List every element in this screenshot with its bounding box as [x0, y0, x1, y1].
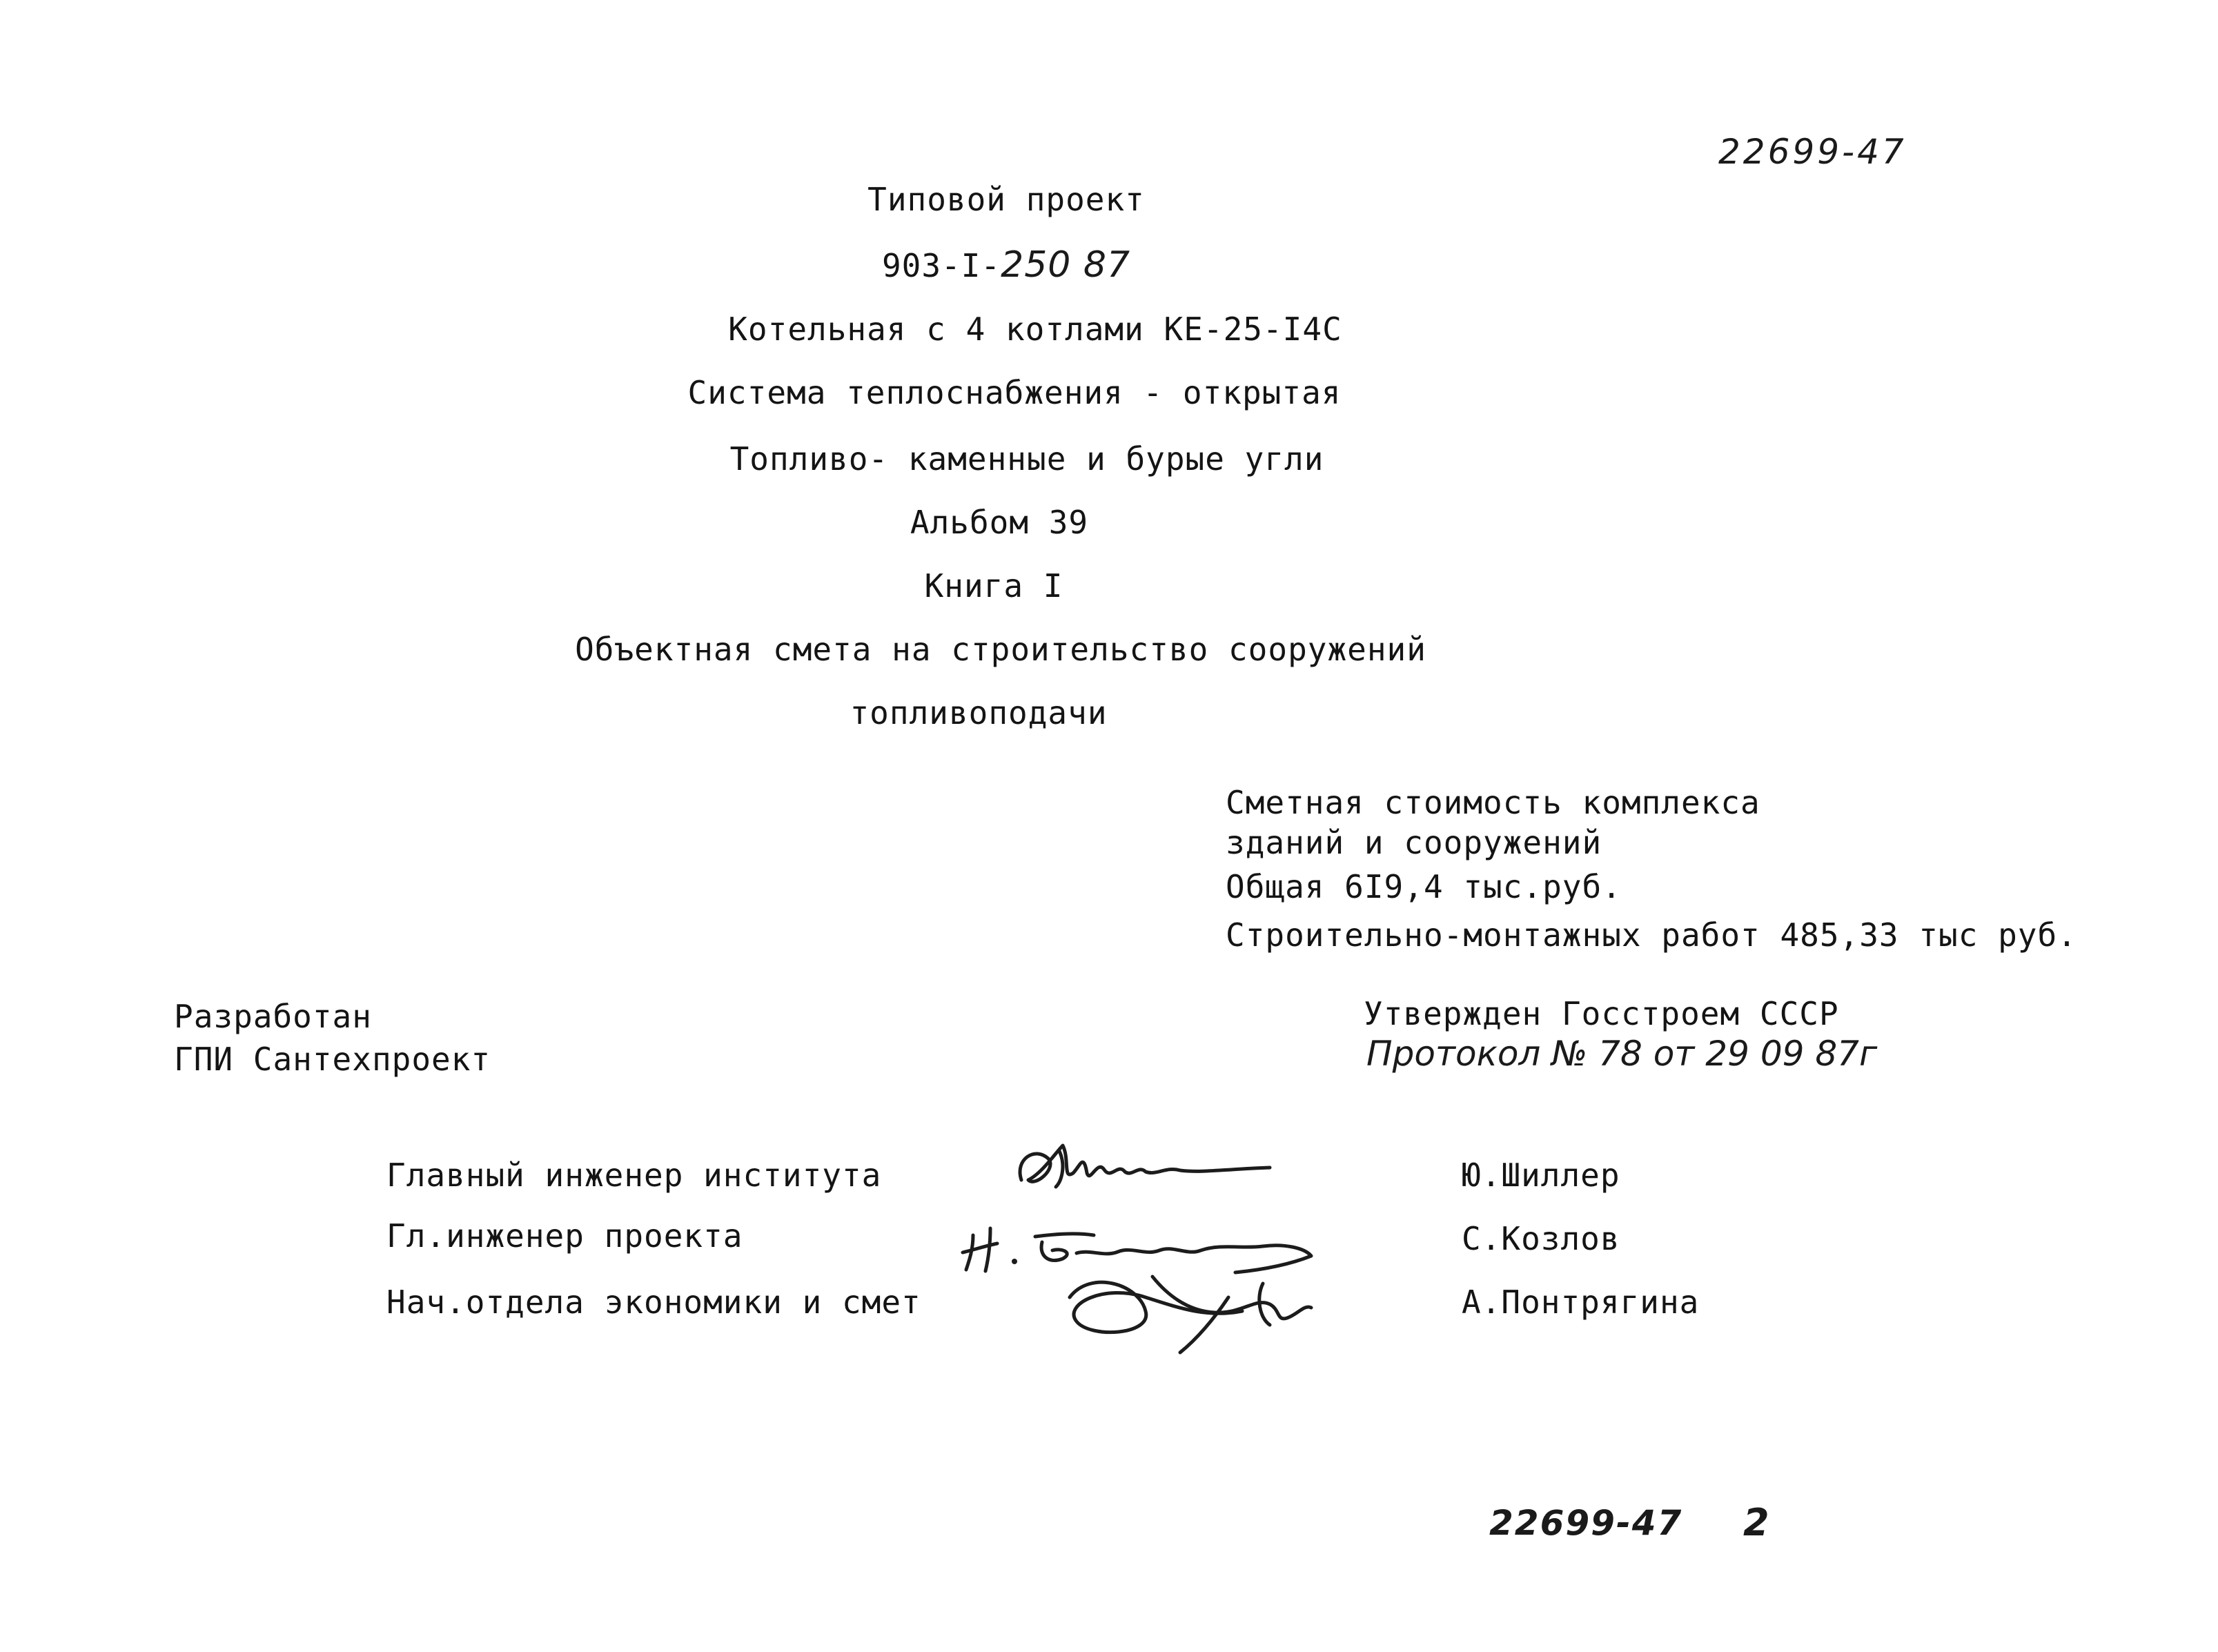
title-line-6: Альбом 39: [910, 504, 1089, 541]
title-line-5: Топливо- каменные и бурые угли: [729, 440, 1324, 478]
page-number: 2: [1743, 1501, 1769, 1544]
title-line-9: топливоподачи: [850, 694, 1108, 731]
signatory-name-1: Ю.Шиллер: [1462, 1157, 1620, 1194]
signatory-role-2: Гл.инженер проекта: [386, 1217, 743, 1255]
signature-economics-head: [1049, 1256, 1325, 1359]
doc-number-top: 22699-47: [1718, 132, 1907, 172]
signatory-role-3: Нач.отдела экономики и смет: [386, 1284, 921, 1321]
signatory-role-1: Главный инженер института: [386, 1157, 882, 1194]
approval-protocol: Протокол № 78 от 29 09 87г: [1366, 1034, 1878, 1074]
project-code: [881, 244, 1131, 286]
project-code-handwritten: 250 87: [1001, 244, 1131, 286]
title-line-1: Типовой проект: [867, 181, 1145, 218]
signature-chief-engineer: [1008, 1132, 1284, 1208]
cost-line-1: Сметная стоимость комплекса: [1226, 784, 1760, 821]
footer-doc-number: 22699-47: [1489, 1503, 1683, 1543]
title-line-8: Объектная смета на строительство сооружений: [575, 631, 1426, 668]
cost-line-3: Общая 6I9,4 тыс.руб.: [1226, 868, 1622, 905]
cost-line-2: зданий и сооружений: [1226, 824, 1602, 861]
developer-line-2: ГПИ Сантехпроект: [174, 1041, 491, 1078]
project-code-printed: 903-I-: [881, 247, 1001, 284]
approval-line-1: Утвержден Госстроем СССР: [1364, 995, 1839, 1032]
title-line-3: Котельная с 4 котлами КЕ-25-I4С: [728, 311, 1342, 348]
cost-line-4: Строительно-монтажных работ 485,33 тыс руб.: [1226, 916, 2077, 954]
signatory-name-3: А.Понтрягина: [1462, 1284, 1700, 1321]
title-line-4: Система теплоснабжения - открытая: [687, 374, 1342, 411]
developer-line-1: Разработан: [174, 998, 372, 1035]
signatory-name-2: С.Козлов: [1462, 1220, 1620, 1257]
title-line-7: Книга I: [924, 567, 1063, 604]
